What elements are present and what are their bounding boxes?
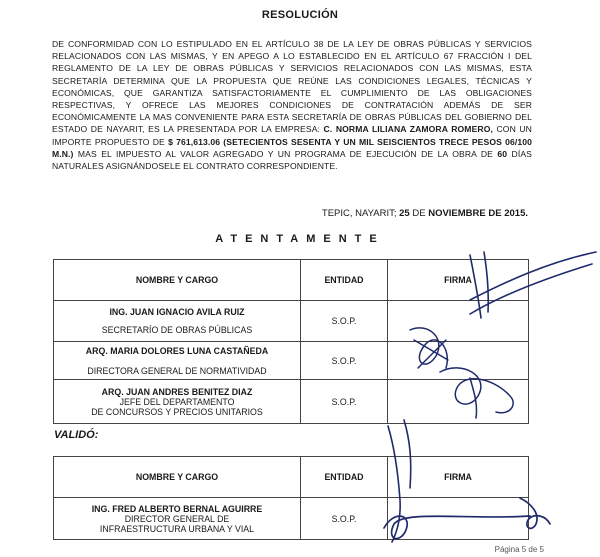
signatory-position: JEFE DEL DEPARTAMENTO: [119, 396, 235, 407]
header-signature: FIRMA: [388, 457, 529, 498]
validated-label: VALIDÓ:: [54, 429, 99, 441]
signature-cell: [388, 380, 529, 424]
signatory-name: ARQ. JUAN ANDRES BENITEZ DIAZ: [101, 386, 253, 397]
date-day: 25: [399, 208, 410, 219]
document-title: RESOLUCIÓN: [261, 9, 339, 21]
table-header-row: [54, 260, 529, 301]
paragraph-part-1: DE CONFORMIDAD CON LO ESTIPULADO EN EL ARTÍCULO 38 DE LA LEY DE OBRAS PÚBLICAS Y SERVICIOS RELACIONADOS CON LAS MISMAS, Y EN APEGO A LO ESTABLECIDO EN EL ARTÍCULO 67 FRACCIÓN I DEL REGLAMENTO DE LA LEY DE OBRAS PÚBLICAS Y SERVICIOS RELACIONADOS CON LAS MISMAS, ESTA SECRETARÍA DETERMINA QUE LA PROPUESTA QUE REÚNE LAS CONDICIONES LEGALES, TÉCNICAS Y ECONÓMICAS, QUE GARANTIZA SATISFACTORIAMENTE EL CUMPLIMIENTO DE LAS OBLIGACIONES RESPECTIVAS, Y OFRECE LAS MEJORES CONDICIONES DE CONTRATACIÓN ADEMÁS DE SER ECONÓMICAMENTE LA MAS CONVENIENTE PARA ESTA SECRETARÍA DE OBRAS PÚBLICAS DEL GOBIERNO DEL ESTADO DE NAYARIT, ES LA PRESENTADA POR LA EMPRESA:: [52, 39, 532, 135]
paragraph-part-4: DÍAS NATURALES ASIGNÁNDOSELE EL CONTRATO CORRESPONDIENTE.: [52, 148, 532, 172]
paragraph-part-3: MAS EL IMPUESTO AL VALOR AGREGADO Y UN PROGRAMA DE EJECUCIÓN DE LA OBRA DE: [73, 148, 498, 159]
validator-position-line-2: INFRAESTRUCTURA URBANA Y VIAL: [99, 523, 255, 534]
atentamente-heading: ATENTAMENTE: [215, 233, 385, 245]
date-place: TEPIC, NAYARIT;: [321, 208, 400, 219]
company-name: C. NORMA LILIANA ZAMORA ROMERO,: [323, 124, 493, 135]
table-row: [54, 301, 529, 342]
date-line: [322, 208, 528, 219]
signatory-cell: [54, 301, 301, 342]
validator-cell: [54, 498, 301, 540]
signatory-cell: [54, 342, 301, 380]
header-entity: ENTIDAD: [301, 260, 388, 301]
header-signature: FIRMA: [388, 260, 529, 301]
signature-cell: [388, 498, 529, 540]
date-month-year: NOVIEMBRE DE 2015.: [428, 208, 528, 219]
header-name-role: NOMBRE Y CARGO: [54, 457, 301, 498]
signature-cell: [388, 342, 529, 380]
validator-position: DIRECTOR GENERAL DE: [124, 513, 230, 524]
date-mid: DE: [409, 208, 429, 219]
page-number: Página 5 de 5: [494, 545, 544, 554]
entity-cell: S.O.P.: [301, 498, 388, 540]
paragraph-part-2: CON UN IMPORTE PROPUESTO DE: [52, 124, 532, 147]
execution-days: 60: [497, 148, 508, 159]
validator-name: ING. FRED ALBERTO BERNAL AGUIRRE: [91, 503, 263, 514]
proposed-amount: $ 761,613.06 (SETECIENTOS SESENTA Y UN MIL SEISCIENTOS TRECE PESOS 06/100 M.N.): [52, 136, 532, 159]
signatory-name: ARQ. MARIA DOLORES LUNA CASTAÑEDA: [85, 345, 269, 356]
signatories-table: [53, 259, 529, 424]
entity-cell: S.O.P.: [301, 342, 388, 380]
signatory-name: ING. JUAN IGNACIO AVILA RUIZ: [109, 307, 245, 317]
signatory-cell: [54, 380, 301, 424]
resolution-paragraph: [52, 38, 532, 172]
table-row: [54, 380, 529, 424]
table-header-row: [54, 457, 529, 498]
entity-cell: S.O.P.: [301, 380, 388, 424]
header-entity: ENTIDAD: [301, 457, 388, 498]
table-row: [54, 342, 529, 380]
signatory-position: SECRETARÍO DE OBRAS PÚBLICAS: [101, 325, 253, 335]
signatory-position: DIRECTORA GENERAL DE NORMATIVIDAD: [87, 365, 267, 376]
validators-table: [53, 456, 529, 540]
entity-cell: S.O.P.: [301, 301, 388, 342]
header-name-role: NOMBRE Y CARGO: [54, 260, 301, 301]
table-row: [54, 498, 529, 540]
signature-cell: [388, 301, 529, 342]
signatory-position-line-2: DE CONCURSOS Y PRECIOS UNITARIOS: [91, 406, 263, 417]
